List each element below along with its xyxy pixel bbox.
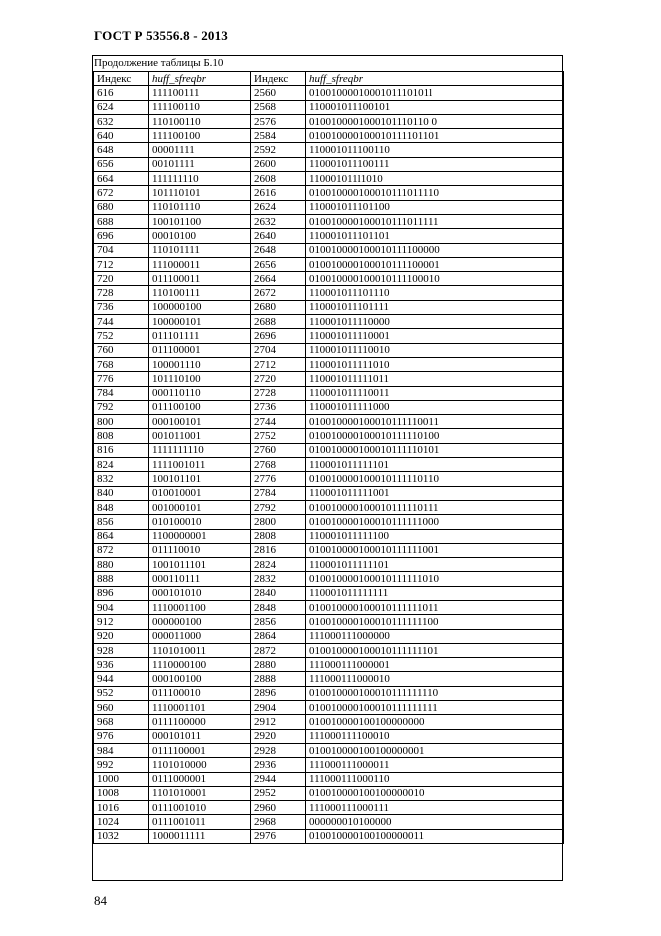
table-row [94,114,564,128]
code-cell: 111000111000111 [306,801,564,815]
code-cell: 010010000100010111111110 [306,686,564,700]
code-cell: 011101111 [149,329,251,343]
table-row [94,343,564,357]
table-row [94,643,564,657]
table-row [94,300,564,314]
table-row [94,200,564,214]
table-row [94,129,564,143]
index-cell: 2640 [251,229,306,243]
code-cell: 000110111 [149,572,251,586]
code-cell: 100101101 [149,472,251,486]
index-cell: 2824 [251,558,306,572]
code-cell: 010010000100010111100000 [306,243,564,257]
index-cell: 2864 [251,629,306,643]
index-cell: 2880 [251,658,306,672]
code-cell: 010010000100100000001 [306,743,564,757]
index-cell: 2816 [251,543,306,557]
code-cell: 110101111 [149,243,251,257]
table-row [94,500,564,514]
code-cell: 1101010011 [149,643,251,657]
code-cell: 100101100 [149,214,251,228]
index-cell: 664 [94,172,149,186]
index-cell: 2728 [251,386,306,400]
table-row [94,272,564,286]
code-cell: 011100011 [149,272,251,286]
table-row [94,729,564,743]
index-cell: 656 [94,157,149,171]
index-cell: 672 [94,186,149,200]
index-cell: 744 [94,315,149,329]
index-cell: 704 [94,243,149,257]
table-row [94,529,564,543]
code-cell: 111000111000000 [306,629,564,643]
index-cell: 640 [94,129,149,143]
code-cell: 000000100 [149,615,251,629]
index-cell: 840 [94,486,149,500]
index-cell: 2856 [251,615,306,629]
table-caption: Продолжение таблицы Б.10 [94,57,224,69]
index-cell: 2568 [251,100,306,114]
code-cell: 010010000100010111110011 [306,415,564,429]
column-header-code: huff_sfreqbr [149,72,251,86]
index-cell: 2720 [251,372,306,386]
index-cell: 2872 [251,643,306,657]
code-cell: 101110101 [149,186,251,200]
index-cell: 616 [94,86,149,100]
code-cell: 00001111 [149,143,251,157]
index-cell: 880 [94,558,149,572]
table-row [94,143,564,157]
code-cell: 010010000100010111110110 [306,472,564,486]
index-cell: 792 [94,400,149,414]
code-cell: 010010000100010111110101 [306,443,564,457]
index-cell: 2944 [251,772,306,786]
code-cell: 0111100001 [149,743,251,757]
table-row [94,229,564,243]
page-number: 84 [94,893,107,908]
code-cell: 110001011111000 [306,400,564,414]
code-cell: 0111100000 [149,715,251,729]
index-cell: 912 [94,615,149,629]
index-cell: 2976 [251,829,306,843]
table-row [94,415,564,429]
index-cell: 2680 [251,300,306,314]
code-cell: 010010000100010111111001 [306,543,564,557]
table-row [94,629,564,643]
index-cell: 752 [94,329,149,343]
table-row [94,315,564,329]
index-cell: 2792 [251,500,306,514]
code-cell: 100000100 [149,300,251,314]
code-cell: 110001011110001 [306,329,564,343]
table-row [94,429,564,443]
table-row [94,329,564,343]
index-cell: 848 [94,500,149,514]
table-row [94,443,564,457]
index-cell: 896 [94,586,149,600]
table-row [94,400,564,414]
code-cell: 010010000100100000011 [306,829,564,843]
code-cell: 110001011110011 [306,386,564,400]
index-cell: 2760 [251,443,306,457]
index-cell: 2664 [251,272,306,286]
index-cell: 720 [94,272,149,286]
table-row [94,672,564,686]
code-cell: 110001011111101 [306,558,564,572]
index-cell: 968 [94,715,149,729]
index-cell: 984 [94,743,149,757]
table-row [94,172,564,186]
code-cell: 010010000100010111110100 [306,429,564,443]
code-cell: 1101010001 [149,786,251,800]
table-row [94,829,564,843]
column-header-index: Индекс [251,72,306,86]
index-cell: 712 [94,257,149,271]
index-cell: 768 [94,357,149,371]
index-cell: 2600 [251,157,306,171]
code-cell: 000101010 [149,586,251,600]
code-cell: 110001011110010 [306,343,564,357]
code-cell: 010010000100010111111101 [306,643,564,657]
index-cell: 2776 [251,472,306,486]
index-cell: 816 [94,443,149,457]
code-cell: 1111111110 [149,443,251,457]
code-cell: 111000111100010 [306,729,564,743]
index-cell: 928 [94,643,149,657]
index-cell: 2808 [251,529,306,543]
index-cell: 992 [94,758,149,772]
code-cell: 1110001100 [149,600,251,614]
code-cell: 010010000100010111011110 [306,186,564,200]
index-cell: 2656 [251,257,306,271]
code-cell: 111000111000011 [306,758,564,772]
code-cell: 111000111000110 [306,772,564,786]
index-cell: 624 [94,100,149,114]
code-cell: 010010000100010111011111 [306,214,564,228]
code-cell: 000101011 [149,729,251,743]
table-row [94,715,564,729]
table-row [94,586,564,600]
index-cell: 2632 [251,214,306,228]
table-row [94,543,564,557]
index-cell: 2688 [251,315,306,329]
code-cell: 110001011110000 [306,315,564,329]
index-cell: 2800 [251,515,306,529]
index-cell: 2752 [251,429,306,443]
code-cell: 00010100 [149,229,251,243]
code-cell: 110001011111010 [306,357,564,371]
code-cell: 0111001010 [149,801,251,815]
code-cell: 111000111000001 [306,658,564,672]
code-cell: 111111110 [149,172,251,186]
index-cell: 904 [94,600,149,614]
index-cell: 800 [94,415,149,429]
code-cell: 010010000100010111110111 [306,500,564,514]
table-row [94,157,564,171]
index-cell: 824 [94,458,149,472]
code-cell: 110001011100110 [306,143,564,157]
code-cell: 110101110 [149,200,251,214]
table-row [94,772,564,786]
index-cell: 648 [94,143,149,157]
index-cell: 2904 [251,701,306,715]
code-cell: 100001110 [149,357,251,371]
index-cell: 2608 [251,172,306,186]
code-cell: 00101111 [149,157,251,171]
index-cell: 2592 [251,143,306,157]
index-cell: 2744 [251,415,306,429]
table-row [94,558,564,572]
index-cell: 808 [94,429,149,443]
code-cell: 111000011 [149,257,251,271]
code-cell: 110100111 [149,286,251,300]
code-cell: 111100100 [149,129,251,143]
index-cell: 2920 [251,729,306,743]
code-cell: 000110110 [149,386,251,400]
index-cell: 1016 [94,801,149,815]
code-cell: 0100100001000101110110 0 [306,114,564,128]
index-cell: 760 [94,343,149,357]
code-cell: 110001011111100 [306,529,564,543]
code-cell: 010010000100100000010 [306,786,564,800]
index-cell: 2936 [251,758,306,772]
index-cell: 936 [94,658,149,672]
code-cell: 010100010 [149,515,251,529]
index-cell: 784 [94,386,149,400]
index-cell: 2584 [251,129,306,143]
table-row [94,372,564,386]
code-cell: 110100110 [149,114,251,128]
table-row [94,486,564,500]
index-cell: 688 [94,214,149,228]
table-row [94,257,564,271]
index-cell: 2768 [251,458,306,472]
index-cell: 960 [94,701,149,715]
table-row [94,386,564,400]
index-cell: 1008 [94,786,149,800]
code-cell: 000100101 [149,415,251,429]
index-cell: 728 [94,286,149,300]
index-cell: 632 [94,114,149,128]
table-row [94,100,564,114]
table-row [94,515,564,529]
table-row [94,458,564,472]
index-cell: 2576 [251,114,306,128]
index-cell: 2784 [251,486,306,500]
index-cell: 1000 [94,772,149,786]
code-cell: 1100000001 [149,529,251,543]
code-cell: 010010000100010111111010 [306,572,564,586]
table-row [94,686,564,700]
code-cell: 010010000100100000000 [306,715,564,729]
table-row [94,600,564,614]
index-cell: 2624 [251,200,306,214]
index-cell: 736 [94,300,149,314]
code-cell: 000011000 [149,629,251,643]
index-cell: 2840 [251,586,306,600]
code-cell: 010010000100010111100001 [306,257,564,271]
index-cell: 2968 [251,815,306,829]
code-cell: 110001011101100 [306,200,564,214]
index-cell: 1024 [94,815,149,829]
table-row [94,658,564,672]
table-header-row [94,72,564,86]
index-cell: 2704 [251,343,306,357]
column-header-index: Индекс [94,72,149,86]
index-cell: 2848 [251,600,306,614]
index-cell: 1032 [94,829,149,843]
code-cell: 110001011111011 [306,372,564,386]
code-cell: 110001011101110 [306,286,564,300]
table-row [94,214,564,228]
code-cell: 010010000100010111111100 [306,615,564,629]
index-cell: 2712 [251,357,306,371]
index-cell: 2896 [251,686,306,700]
code-cell: 110001011111001 [306,486,564,500]
table-row [94,472,564,486]
code-cell: 110001011100101 [306,100,564,114]
code-cell: 000100100 [149,672,251,686]
index-cell: 2648 [251,243,306,257]
code-cell: 001000101 [149,500,251,514]
table-row [94,286,564,300]
index-cell: 920 [94,629,149,643]
table-row [94,743,564,757]
code-cell: 010010000100010111111000 [306,515,564,529]
code-cell: 0100100001000101110101l [306,86,564,100]
index-cell: 2832 [251,572,306,586]
index-cell: 952 [94,686,149,700]
index-cell: 2912 [251,715,306,729]
code-cell: 1000011111 [149,829,251,843]
index-cell: 864 [94,529,149,543]
index-cell: 872 [94,543,149,557]
code-cell: 011100010 [149,686,251,700]
index-cell: 2672 [251,286,306,300]
table-row [94,786,564,800]
index-cell: 832 [94,472,149,486]
code-cell: 101110100 [149,372,251,386]
index-cell: 696 [94,229,149,243]
index-cell: 976 [94,729,149,743]
code-cell: 000000010100000 [306,815,564,829]
code-cell: 110001011101101 [306,229,564,243]
index-cell: 2960 [251,801,306,815]
index-cell: 776 [94,372,149,386]
code-cell: 010010000100010111100010 [306,272,564,286]
document-header: ГОСТ Р 53556.8 - 2013 [94,28,228,43]
table-row [94,758,564,772]
code-cell: 100000101 [149,315,251,329]
code-cell: 010010000100010111111111 [306,701,564,715]
table-row [94,357,564,371]
code-cell: 011100001 [149,343,251,357]
code-cell: 0111000001 [149,772,251,786]
code-cell: 010010000100010111101101 [306,129,564,143]
code-cell: 0111001011 [149,815,251,829]
index-cell: 2560 [251,86,306,100]
code-cell: 111100110 [149,100,251,114]
index-cell: 2888 [251,672,306,686]
code-cell: 110001011100111 [306,157,564,171]
table-row [94,815,564,829]
code-cell: 010010000100010111111011 [306,600,564,614]
huffman-table [93,71,564,844]
code-cell: 1110000100 [149,658,251,672]
index-cell: 2952 [251,786,306,800]
code-cell: 1001011101 [149,558,251,572]
index-cell: 888 [94,572,149,586]
code-cell: 110001011101111 [306,300,564,314]
table-row [94,701,564,715]
index-cell: 856 [94,515,149,529]
index-cell: 2616 [251,186,306,200]
table-row [94,186,564,200]
code-cell: 011100100 [149,400,251,414]
code-cell: 1101010000 [149,758,251,772]
column-header-code: huff_sfreqbr [306,72,564,86]
index-cell: 2928 [251,743,306,757]
table-row [94,572,564,586]
index-cell: 944 [94,672,149,686]
code-cell: 1110001101 [149,701,251,715]
code-cell: 1111001011 [149,458,251,472]
table-row [94,615,564,629]
code-cell: 111000111000010 [306,672,564,686]
table-row [94,243,564,257]
code-cell: 010010001 [149,486,251,500]
code-cell: 011110010 [149,543,251,557]
code-cell: 110001011111101 [306,458,564,472]
code-cell: 001011001 [149,429,251,443]
index-cell: 680 [94,200,149,214]
table-row [94,801,564,815]
code-cell: 110001011l1010 [306,172,564,186]
index-cell: 2736 [251,400,306,414]
code-cell: 111100111 [149,86,251,100]
table-row [94,86,564,100]
index-cell: 2696 [251,329,306,343]
code-cell: 110001011111111 [306,586,564,600]
